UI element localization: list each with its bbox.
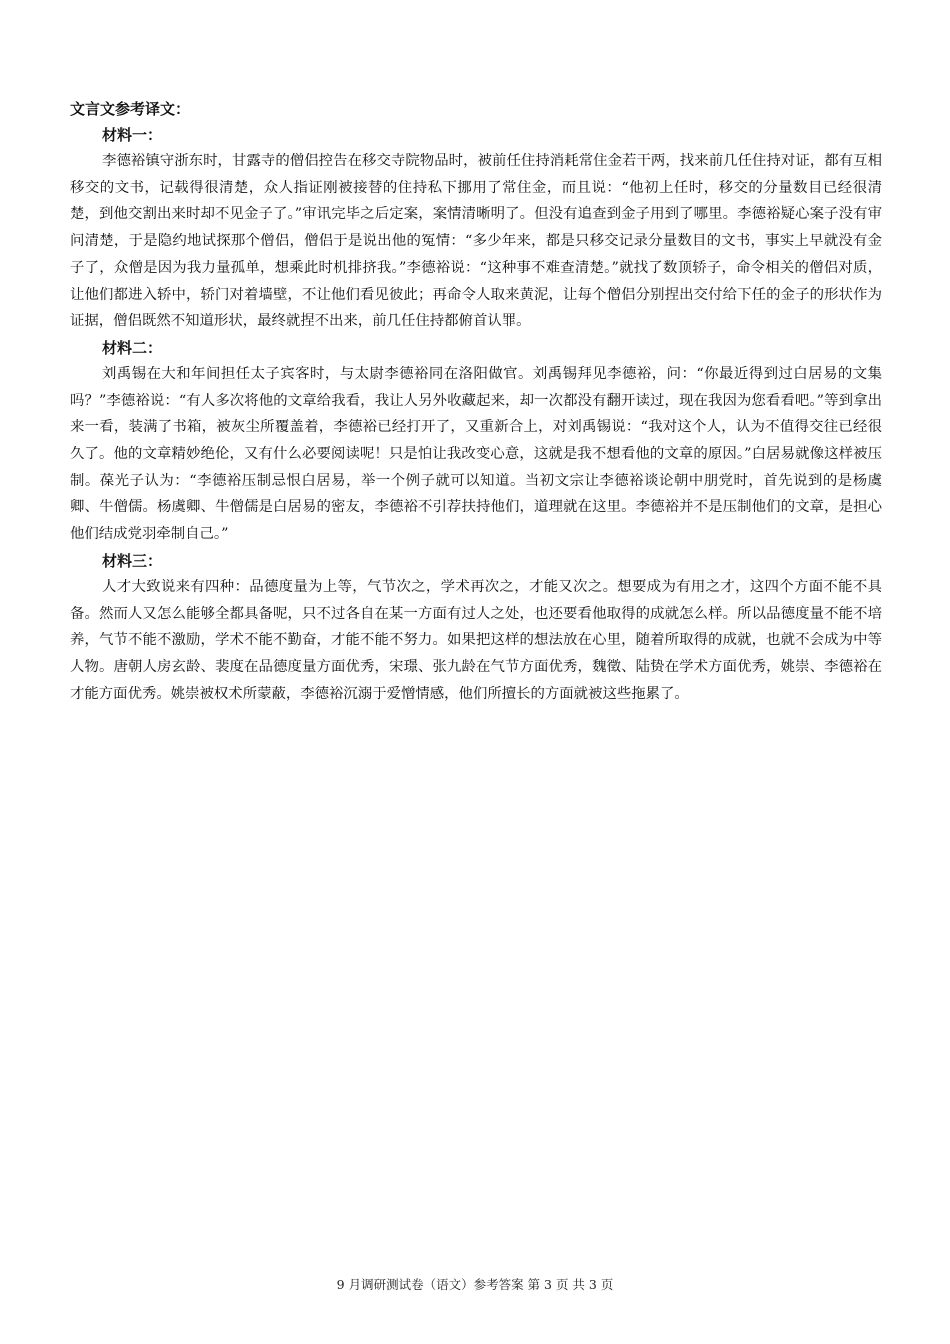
section-text-1: 李德裕镇守浙东时，甘露寺的僧侣控告在移交寺院物品时，被前任住持消耗常住金若干两，找来前几任住持对证，都有互相移交的文书，记载得很清楚，众人指证刚被接替的住持私下挪用了常住金，而且说：“他初上任时，移交的分量数目已经很清楚，到他交割出来时却不见金子了。”审讯完毕之后定案，案情清晰明了。但没有追查到金子用到了哪里。李德裕疑心案子没有审问清楚，于是隐约地试探那个僧侣，僧侣于是说出他的冤情：“多少年来，都是只移交记录分量数目的文书，事实上早就没有金子了，众僧是因为我力量孤单，想乘此时机排挤我。”李德裕说：“这种事不难查清楚。”就找了数顶轿子，命令相关的僧侣对质，让他们都进入轿中，轿门对着墙壁，不让他们看见彼此；再命令人取来黄泥，让每个僧侣分别捏出交付给下任的金子的形状作为证据，僧侣既然不知道形状，最终就捏不出来，前几任住持都俯首认罪。 xyxy=(70,153,882,330)
page-footer: 9 月调研测试卷（语文）参考答案 第 3 页 共 3 页 xyxy=(336,1277,614,1292)
document-title: 文言文参考译文： xyxy=(70,100,191,118)
section-label-3: 材料三： xyxy=(102,551,163,570)
section-label-1: 材料一： xyxy=(102,126,163,144)
section-label-2: 材料二： xyxy=(102,338,163,357)
section-text-3: 人才大致说来有四种：品德度量为上等，气节次之，学术再次之，才能又次之。想要成为有用之才，这四个方面不能不具备。然而人又怎么能够全都具备呢，只不过各自在某一方面有过人之处，也还要看他取得的成就怎么样。所以品德度量不能不培养，气节不能不激励，学术不能不勤奋，才能不能不努力。如果把这样的想法放在心里，随着所取得的成就，也就不会成为中等人物。唐朝人房玄龄、裴度在品德度量方面优秀，宋璟、张九龄在气节方面优秀，魏徵、陆贽在学术方面优秀，姚崇、李德裕在才能方面优秀。姚崇被权术所蒙蔽，李德裕沉溺于爱憎情感，他们所擅长的方面就被这些拖累了。 xyxy=(70,578,882,702)
section-text-2: 刘禹锡在大和年间担任太子宾客时，与太尉李德裕同在洛阳做官。刘禹锡拜见李德裕，问：“你最近得到过白居易的文集吗？”李德裕说：“有人多次将他的文章给我看，我让人另外收藏起来，却一次都没有翻开读过，现在我因为您看看吧。”等到拿出来一看，装满了书箱，被灰尘所覆盖着，李德裕已经打开了，又重新合上，对刘禹锡说：“我对这个人，认为不值得交往已经很久了。他的文章精妙绝伦，又有什么必要阅读呢！只是怕让我改变心意，这就是我不想看他的文章的原因。”白居易就像这样被压制。葆光子认为：“李德裕压制忌恨白居易，举一个例子就可以知道。当初文宗让李德裕谈论朝中朋党时，首先说到的是杨虞卿、牛僧儒。杨虞卿、牛僧儒是白居易的密友，李德裕不引荐扶持他们，道理就在这里。李德裕并不是压制他们的文章，是担心他们结成党羽牵制自己。” xyxy=(70,365,882,543)
document-body xyxy=(70,96,882,707)
